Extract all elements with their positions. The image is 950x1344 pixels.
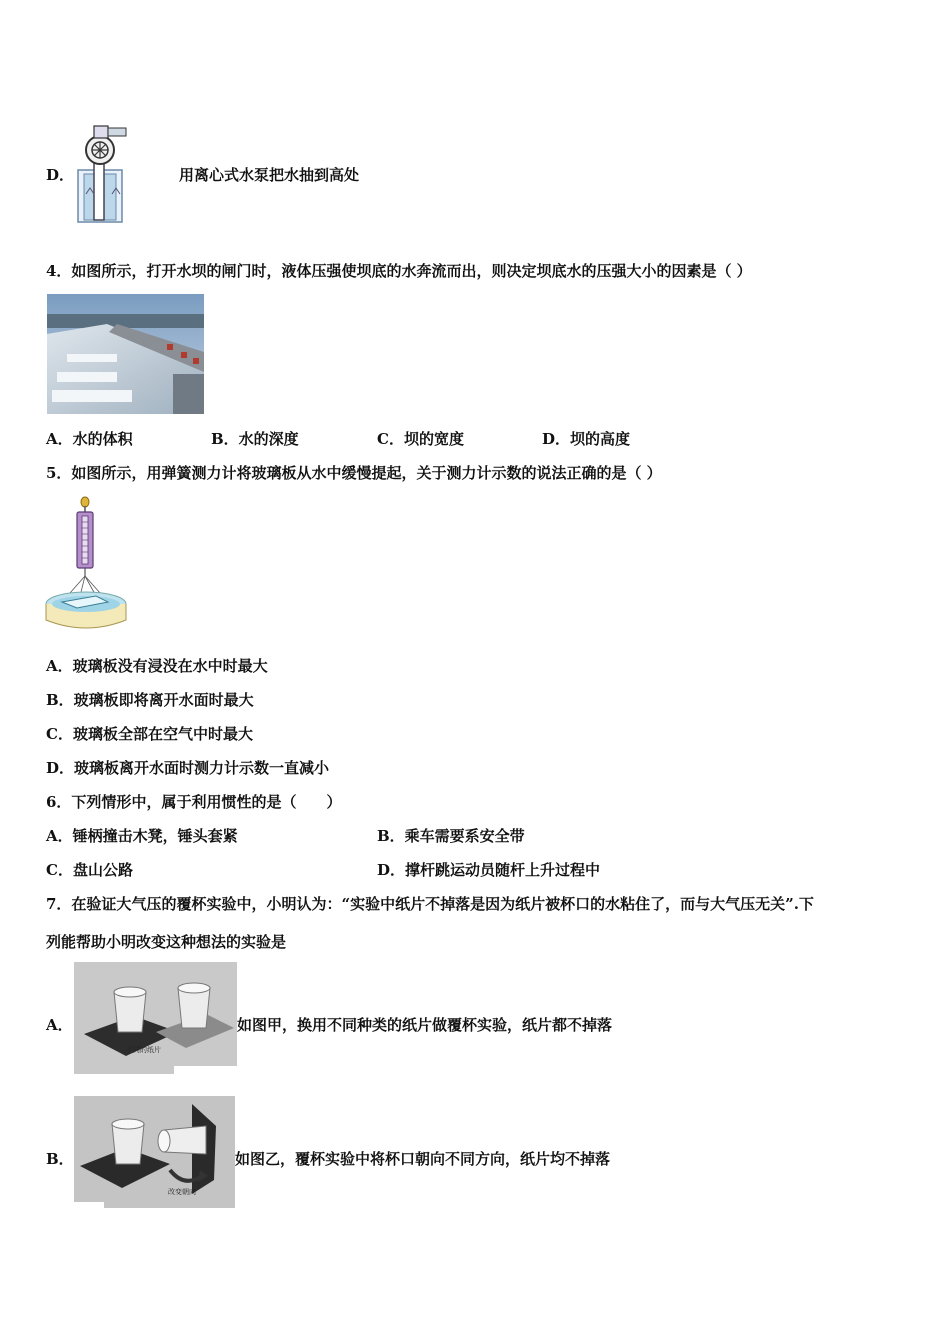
q7-option-a-text: 如图甲，换用不同种类的纸片做覆杯实验，纸片都不掉落	[237, 1016, 613, 1034]
q6-option-b: B．乘车需要系安全带	[377, 827, 525, 845]
q7-stem-line2: 列能帮助小明改变这种想法的实验是	[46, 933, 287, 951]
q5-option-d: D．玻璃板离开水面时测力计示数一直减小	[46, 759, 330, 777]
q5-option-c: C．玻璃板全部在空气中时最大	[46, 725, 253, 743]
q3-option-d-text: 用离心式水泵把水抽到高处	[179, 166, 360, 184]
q7-option-a-letter: A．	[46, 1016, 73, 1034]
q5-stem: 5．如图所示，用弹簧测力计将玻璃板从水中缓慢提起，关于测力计示数的说法正确的是（ ）	[46, 464, 662, 482]
q5-option-a: A．玻璃板没有浸没在水中时最大	[46, 657, 268, 675]
q3-option-d-letter: D．	[46, 166, 75, 184]
centrifugal-pump-figure	[72, 124, 134, 224]
figure-a-label: 不同的纸片	[126, 1046, 161, 1054]
cup-paper-figure-a	[74, 962, 237, 1074]
spring-scale-figure	[44, 496, 132, 634]
q4-option-a: A．水的体积	[46, 430, 133, 448]
q6-option-a: A．锤柄撞击木凳，锤头套紧	[46, 827, 238, 845]
q6-option-d: D．撑杆跳运动员随杆上升过程中	[377, 861, 601, 879]
q5-option-b: B．玻璃板即将离开水面时最大	[46, 691, 254, 709]
q6-option-c: C．盘山公路	[46, 861, 133, 879]
q7-option-b-text: 如图乙，覆杯实验中将杯口朝向不同方向，纸片均不掉落	[235, 1150, 611, 1168]
q7-stem-line1: 7．在验证大气压的覆杯实验中，小明认为：“实验中纸片不掉落是因为纸片被杯口的水粘住了，而与大气压无关”.下	[46, 895, 814, 913]
q6-stem: 6．下列情形中，属于利用惯性的是（ ）	[46, 793, 342, 811]
q4-option-d: D．坝的高度	[542, 430, 631, 448]
dam-photo	[47, 294, 204, 414]
cup-paper-figure-b	[74, 1096, 235, 1208]
q4-option-c: C．坝的宽度	[377, 430, 464, 448]
q7-option-b-letter: B．	[46, 1150, 74, 1168]
q4-stem: 4．如图所示，打开水坝的闸门时，液体压强使坝底的水奔流而出，则决定坝底水的压强大小的因素是（ ）	[46, 262, 752, 280]
q4-option-b: B．水的深度	[211, 430, 299, 448]
figure-b-label: 改变朝向	[168, 1188, 196, 1196]
